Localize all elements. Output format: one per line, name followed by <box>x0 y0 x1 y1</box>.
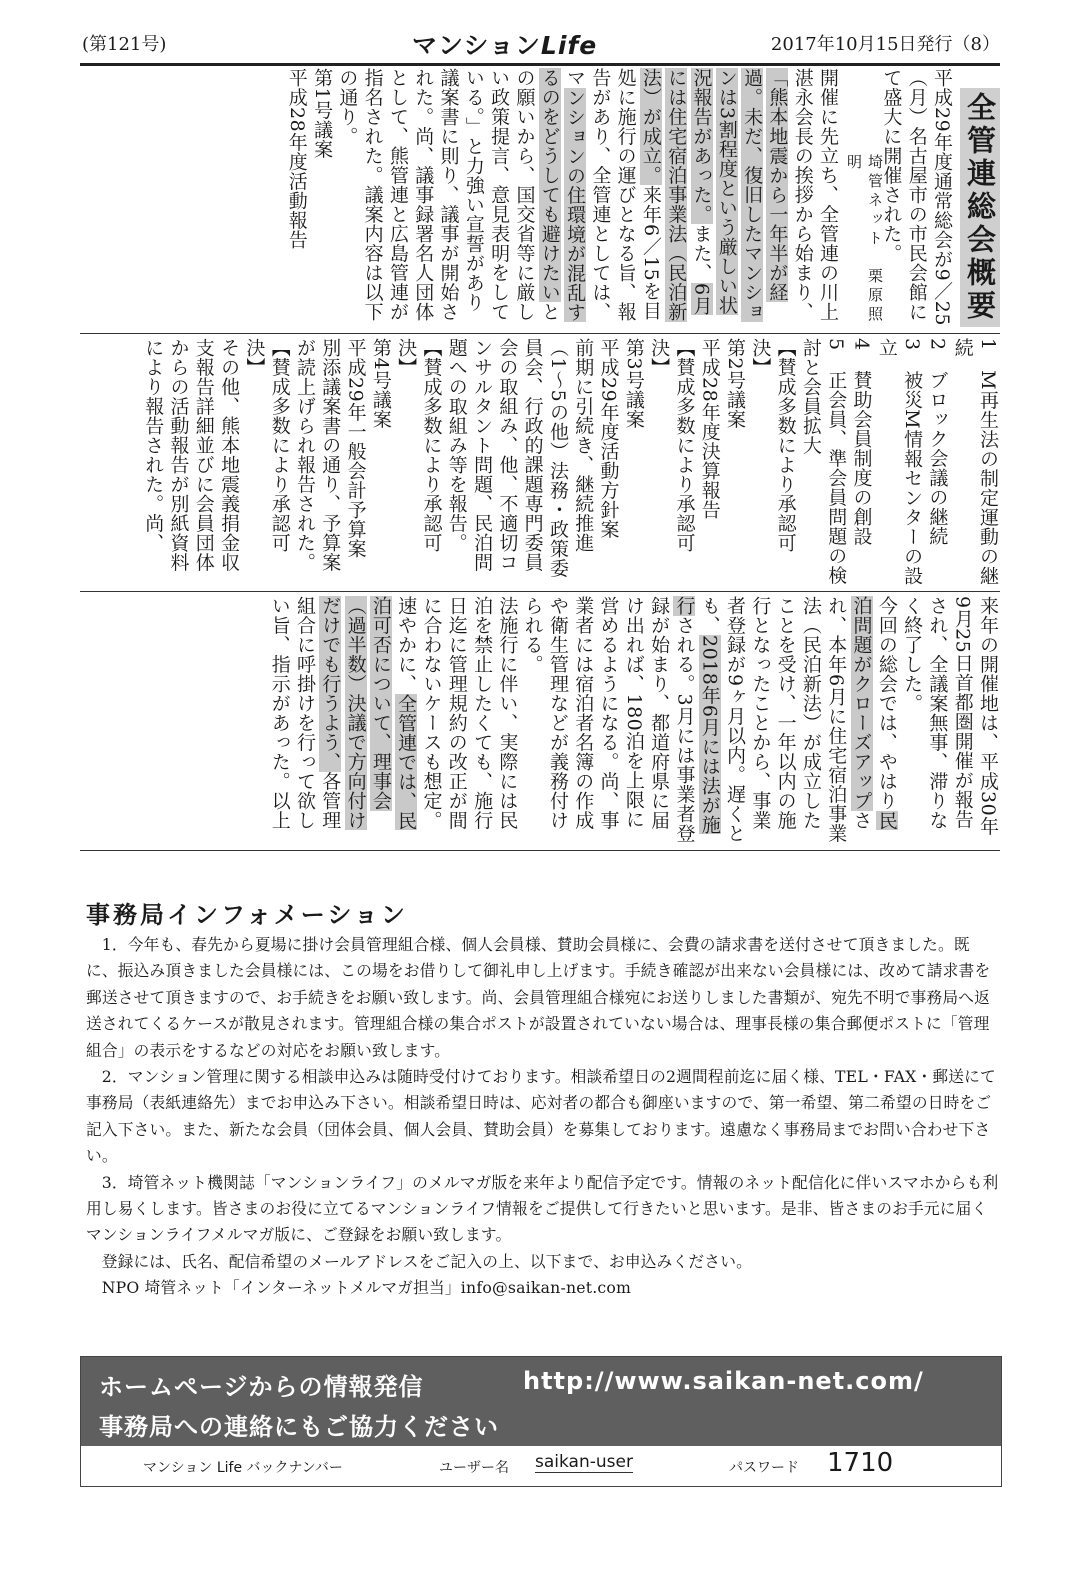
info-paragraph-5: NPO 埼管ネット「インターネットメルマガ担当」info@saikan-net.com <box>101 1278 632 1298</box>
text-run: 開催に先立ち、全管連の川上湛永会長の挨拶から始まり、 <box>791 68 839 322</box>
text-run: 前期に引続き、継続推進（1〜5の他）法務・政策委員会、行政的課題専門委員会の取組み、他、不適切コンサルタント問題、民泊問題への取組み等を報告。 <box>445 338 595 578</box>
highlight-run: ンションの住環境が混乱するのをどうしても避けたい <box>538 68 587 322</box>
backnumber-credentials <box>80 1446 1002 1487</box>
text-run: 平成29年度活動方針案 <box>597 338 620 539</box>
logo-life: Life <box>540 31 598 60</box>
issue-date: 2017年10月15日発行（8） <box>770 34 1000 55</box>
text-run: 今回の総会では、やはり <box>875 596 898 811</box>
text-run: 【賛成多数により承認可決】 <box>243 338 291 553</box>
text-run: 【賛成多数により承認可決】 <box>749 338 797 553</box>
band-divider-1 <box>80 333 1000 334</box>
list-item: 2 ブロック会議の継続 <box>926 338 949 546</box>
article-text-3 <box>80 338 1000 588</box>
list-item: 1 M再生法の制定運動の継続 <box>951 338 999 586</box>
text-run: され、本年6月に住宅宿泊事業法（民泊新法）が成立したことを受け、一年以内の施行となったことから、事業者登録が9ヶ月以内。遅くとも、 <box>698 596 873 843</box>
article-text-2 <box>80 68 840 328</box>
text-run: 第2号議案 <box>724 338 747 429</box>
text-run: 平成29年度通常総会が9／25（月）名古屋市の市民会館にて盛大に開催された。 <box>880 68 953 326</box>
highlight-run: 全管連では、民泊可否について、理事会（過半数）決議で方向付けだけでも行うよう、 <box>319 596 418 830</box>
text-run: 【賛成多数により承認可決】 <box>648 338 696 553</box>
page-header <box>82 26 1000 60</box>
text-run: 法施行に伴い、実際には民泊を禁止したくても、施行日迄に管理規約の改正が間に合わないケースも想定。速やかに、 <box>395 596 519 830</box>
article-text-4 <box>80 596 1000 846</box>
band-divider-2 <box>80 591 1000 592</box>
list-item: 4 賛助会員制度の創設 <box>850 338 873 546</box>
banner-subheading: 事務局への連絡にもご協力ください <box>99 1413 499 1441</box>
highlight-run: 民泊問題がクローズアップ <box>850 596 898 830</box>
highlight-run: 「熊本地震から一年半が経過。未だ、復旧したマンションは3割程度という厳しい状況報告があった。 <box>690 68 789 322</box>
list-item: 5 正会員、準会員問題の検討と会員拡大 <box>799 338 848 585</box>
info-paragraph-2: 2．マンション管理に関する相談申込みは随時受付けております。相談希望日の2週間程前迄に届く様、TEL・FAX・郵送にて事務局（表紙連絡先）までお申込み下さい。相談希望日時は、応対者の都合も御座いますので、第一希望、第二希望の日時をご記入下さい。また、新たな会員（団体会員、個人会員、賛助会員）を募集しております。遠慮なく事務局までお問い合わせ下さい。 <box>86 1067 996 1166</box>
info-title: 事務局インフォメーション <box>86 900 408 929</box>
highlight-run: 2018年6月には法が施行 <box>673 596 721 835</box>
text-run: また、 <box>690 224 713 283</box>
username-label: ユーザー名 <box>439 1460 509 1476</box>
text-run: 平成28年度活動報告 <box>285 68 308 250</box>
text-run: 来年の開催地は、平成30年9月25日首都圏開催が報告され、全議案無事、滞りなく終了した。 <box>901 596 999 836</box>
info-paragraph-1: 1．今年も、春先から夏場に掛け会員管理組合様、個人会員様、賛助会員様に、会費の請求書を送付させて頂きました。既に、振込み頂きました会員様には、この場をお借りして御礼申し上げます。手続き確認が出来ない会員様には、改めて請求書を郵送させて頂きますので、お手続きをお願い致します。尚、会員管理組合様宛にお送りしました書類が、宛先不明で事務局へ返送されてくるケースが散見されます。管理組合様の集合ポストが設置されていない場合は、理事長様の集合郵便ポストに「管理組合」の表示をするなどの対応をお願い致します。 <box>86 935 991 1060</box>
band-divider-3 <box>80 850 1000 851</box>
banner-heading: ホームページからの情報発信 <box>99 1373 424 1401</box>
logo-main: マンション <box>412 31 541 60</box>
article-band-3 <box>80 596 1000 846</box>
info-body <box>86 932 1000 1302</box>
text-run: 【賛成多数により承認可決】 <box>395 338 443 553</box>
text-run: 来年6／15を目処に施行の運びとなる旨、報告があり、全管連としては、マ <box>564 68 662 322</box>
article-title: 全管連総会概要 <box>960 88 1000 327</box>
article-band-1 <box>80 68 1000 328</box>
banner-url-link[interactable]: http://www.saikan-net.com/ <box>523 1367 924 1395</box>
text-run: 各管理組合に呼掛けを行って欲しい旨、指示があった。 <box>268 596 342 830</box>
password-label: パスワード <box>729 1460 799 1476</box>
text-run: 第4号議案 <box>369 338 392 429</box>
article-author: 埼管ネット 栗原照明 <box>845 154 884 325</box>
text-run: される。3月には事業者登録が始まり、都道府県に届け出れば、180泊を上限に営めるようになる。尚、事業者には宿泊者名簿の作成や衛生管理などが義務付けられる。 <box>521 596 696 843</box>
list-item: 3 被災M情報センターの設立 <box>875 338 924 586</box>
highlight-run: 6月には住宅宿泊事業法（民泊新法）が成立。 <box>639 68 713 322</box>
password-value: 1710 <box>827 1448 894 1478</box>
closing-text: 以上 <box>268 791 291 830</box>
text-run: 平成29年一般会計予算案 <box>344 338 367 559</box>
issue-number: (第121号) <box>82 34 167 55</box>
text-run: との願いから、国交省等に厳しい政策提言、意見表明をしている。」と力強い宣誓があり議案書に則り、議事が開始された。尚、議事録署名人団体として、熊管連と広島管連が指名された。議案内容は以下の通り。 <box>336 68 561 322</box>
newsletter-logo <box>412 26 597 62</box>
article-band-2 <box>80 338 1000 588</box>
info-paragraph-4: 登録には、氏名、配信希望のメールアドレスをご記入の上、以下まで、お申込みください。 <box>101 1251 752 1271</box>
text-run: 平成28年度決算報告 <box>698 338 721 520</box>
text-run: 第1号議案 <box>311 68 334 159</box>
backnumber-label: マンション Life バックナンバー <box>143 1460 343 1476</box>
text-run: 別添議案書の通り、予算案が読上げられ報告された。 <box>293 338 342 572</box>
header-rule <box>80 63 1000 66</box>
text-run: 第3号議案 <box>622 338 645 429</box>
text-run: その他、熊本地震義捐金収支報告詳細並びに会員団体からの活動報告が別紙資料により報告された。尚、 <box>142 338 241 572</box>
info-paragraph-3: 3．埼管ネット機関誌「マンションライフ」のメルマガ版を来年より配信予定です。情報のネット配信化に伴いスマホからも利用し易くします。皆さまのお役に立てるマンションライフ情報をご提供して行きたいと思います。是非、皆さまのお手元に届くマンションライフメルマガ版に、ご登録をお願い致します。 <box>86 1172 999 1245</box>
username-value: saikan-user <box>535 1452 633 1472</box>
homepage-banner <box>80 1356 1002 1448</box>
